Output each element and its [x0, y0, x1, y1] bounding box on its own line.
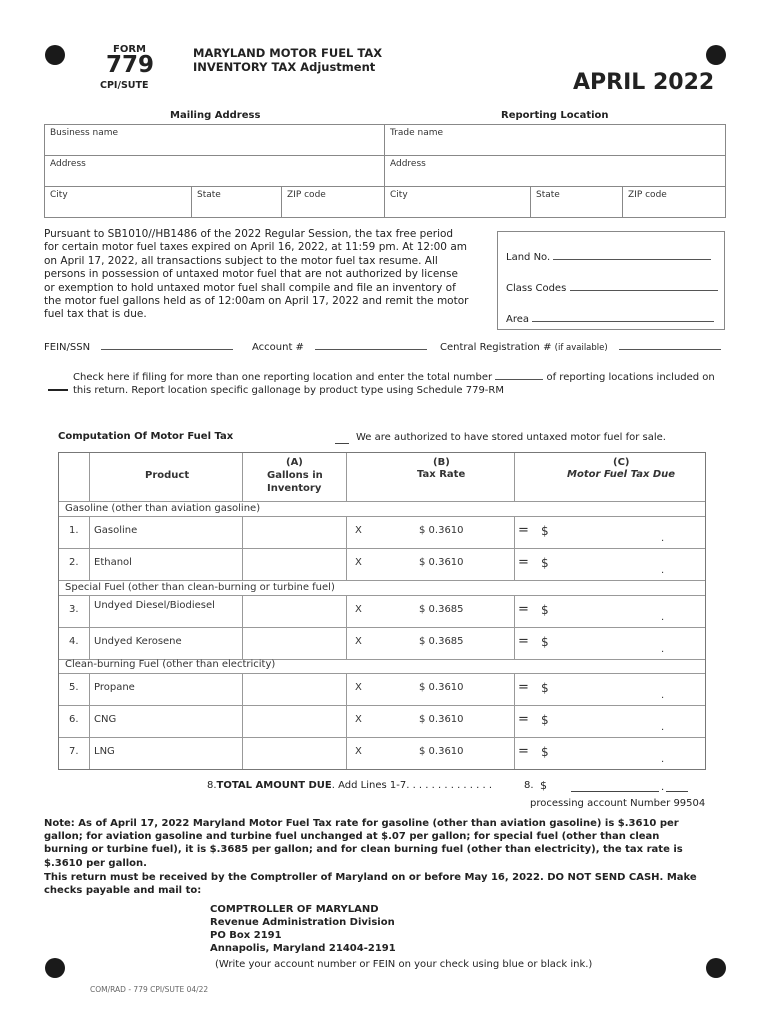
row-number: 6. — [69, 714, 79, 725]
city-label: City — [390, 190, 408, 200]
mailing-address-heading: Mailing Address — [170, 110, 261, 121]
total-amount-field[interactable] — [571, 791, 659, 792]
tax-due-input[interactable] — [554, 517, 704, 547]
total-suffix: . Add Lines 1-7. . . . . . . . . . . . . . — [331, 780, 493, 791]
group-special-fuel: Special Fuel (other than clean-burning or turbine fuel) — [65, 582, 335, 593]
location-count-field[interactable] — [495, 379, 543, 380]
form-title-line2: INVENTORY TAX Adjustment — [193, 60, 376, 74]
tax-due-input[interactable] — [554, 549, 704, 579]
decimal-point: . — [661, 690, 665, 701]
equals-sign: = — [518, 634, 529, 649]
mail-to-line1: COMPTROLLER OF MARYLAND — [210, 904, 379, 915]
class-codes-label: Class Codes — [506, 283, 567, 294]
col-a-letter: (A) — [286, 457, 303, 468]
multiply-sign: X — [355, 682, 362, 693]
dollar-sign: $ — [541, 745, 549, 759]
trade-name-label: Trade name — [390, 128, 444, 138]
intro-paragraph: Pursuant to SB1010//HB1486 of the 2022 Regular Session, the tax free period for certain motor fuel taxes expired on April 16, 2022, at 11:59 pm. At 12:00 am on April 17, 2022, all transactions subject to the motor fuel tax resume. All persons in possession of untaxed motor fuel that are not authorized by license or exemption to hold untaxed motor fuel shall compile and file an inventory of the motor fuel gallons held as of 12:00am on April 17, 2022 and remit the motor fuel tax that is due. — [44, 228, 469, 321]
dollar-sign: $ — [541, 603, 549, 617]
multi-location-text-2: of reporting locations included on — [546, 372, 715, 383]
row-product: Gasoline — [94, 525, 138, 536]
land-no-label: Land No. — [506, 252, 551, 263]
col-c-letter: (C) — [613, 457, 630, 468]
equals-sign: = — [518, 523, 529, 538]
check-note: (Write your account number or FEIN on your check using blue or black ink.) — [215, 959, 593, 970]
dollar-sign: $ — [541, 713, 549, 727]
registration-mark-bottom-left — [45, 958, 65, 978]
mailing-city-field[interactable] — [45, 187, 192, 217]
dollar-sign: $ — [541, 556, 549, 570]
mail-to-line4: Annapolis, Maryland 21404-2191 — [210, 943, 396, 954]
tax-due-input[interactable] — [554, 738, 704, 768]
address-label: Address — [50, 159, 86, 169]
gallons-input[interactable] — [243, 596, 345, 626]
row-number: 7. — [69, 746, 79, 757]
multiply-sign: X — [355, 557, 362, 568]
registration-mark-top-right — [706, 45, 726, 65]
authorized-checkbox[interactable] — [335, 443, 349, 444]
total-line — [207, 780, 492, 791]
zip-label: ZIP code — [287, 190, 326, 200]
row-number: 1. — [69, 525, 79, 536]
receipt-note: This return must be received by the Comptroller of Maryland on or before May 16, 2022. DO NOT SEND CASH. Make checks payable and mail to: — [44, 872, 697, 897]
tax-rate: $ 0.3610 — [419, 714, 464, 725]
form-word: FORM — [113, 44, 146, 55]
equals-sign: = — [518, 712, 529, 727]
area-field[interactable] — [506, 314, 714, 325]
reporting-location-heading: Reporting Location — [501, 110, 609, 121]
total-dollar: $ — [540, 779, 547, 792]
tax-due-input[interactable] — [554, 674, 704, 704]
decimal-point: . — [661, 722, 665, 733]
decimal-point: . — [661, 533, 665, 544]
state-label: State — [536, 190, 560, 200]
multi-location-checkbox[interactable] — [48, 388, 68, 391]
mailing-address-field[interactable] — [45, 156, 385, 187]
central-registration-field[interactable] — [440, 342, 721, 353]
authorized-text: We are authorized to have stored untaxed motor fuel for sale. — [356, 432, 666, 443]
multiply-sign: X — [355, 525, 362, 536]
city-label: City — [50, 190, 68, 200]
multi-location-text — [73, 372, 733, 383]
tax-rate: $ 0.3685 — [419, 636, 464, 647]
processing-account: processing account Number 99504 — [530, 798, 706, 809]
reporting-state-field[interactable] — [531, 187, 623, 217]
registration-mark-bottom-right — [706, 958, 726, 978]
address-table — [44, 124, 726, 218]
form-sub: CPI/SUTE — [100, 80, 149, 91]
tax-due-input[interactable] — [554, 706, 704, 736]
multi-location-text-1: Check here if filing for more than one reporting location and enter the total number — [73, 372, 493, 383]
tax-rate: $ 0.3685 — [419, 604, 464, 615]
multi-location-text-3: this return. Report location specific gallonage by product type using Schedule 779-RM — [73, 385, 504, 396]
account-field[interactable] — [252, 342, 427, 353]
row-product: Ethanol — [94, 557, 132, 568]
col-c-header: Motor Fuel Tax Due — [567, 469, 676, 480]
land-no-field[interactable] — [506, 252, 711, 263]
office-use-box — [497, 231, 725, 330]
mailing-zip-field[interactable] — [282, 187, 385, 217]
total-prefix: 8. — [207, 780, 217, 791]
total-decimal: . — [661, 782, 665, 793]
rate-note: Note: As of April 17, 2022 Maryland Motor Fuel Tax rate for gasoline (other than aviation gasoline) is $.3610 per gallon; for aviation gasoline and turbine fuel unchanged at $.07 per gallon; for special fuel (other than clean burning or turbine fuel), it is $.3685 per gallon; and for clean burning fuel (other than electricity), the tax rate is $.3610 per gallon. — [44, 818, 683, 869]
gallons-input[interactable] — [243, 549, 345, 579]
row-product: Undyed Diesel/Biodiesel — [94, 600, 215, 611]
row-number: 4. — [69, 636, 79, 647]
group-gasoline: Gasoline (other than aviation gasoline) — [65, 503, 261, 514]
row-number: 2. — [69, 557, 79, 568]
dollar-sign: $ — [541, 635, 549, 649]
multiply-sign: X — [355, 714, 362, 725]
total-label: TOTAL AMOUNT DUE — [216, 780, 332, 791]
row-number: 5. — [69, 682, 79, 693]
col-product-header: Product — [145, 470, 190, 481]
total-cents-field[interactable] — [666, 791, 688, 792]
tax-rate: $ 0.3610 — [419, 525, 464, 536]
mailing-state-field[interactable] — [192, 187, 282, 217]
registration-mark-top-left — [45, 45, 65, 65]
tax-due-input[interactable] — [554, 596, 704, 626]
reporting-zip-field[interactable] — [623, 187, 725, 217]
multiply-sign: X — [355, 604, 362, 615]
equals-sign: = — [518, 602, 529, 617]
multiply-sign: X — [355, 636, 362, 647]
period-title: APRIL 2022 — [573, 70, 715, 95]
reporting-address-field[interactable] — [385, 156, 725, 187]
mail-to-line2: Revenue Administration Division — [210, 917, 395, 928]
col-a-line1: Gallons in — [267, 470, 323, 481]
equals-sign: = — [518, 744, 529, 759]
form-number: 779 — [106, 52, 155, 78]
account-label: Account # — [252, 342, 304, 353]
gallons-input[interactable] — [243, 628, 345, 658]
decimal-point: . — [661, 754, 665, 765]
address-label: Address — [390, 159, 426, 169]
computation-heading: Computation Of Motor Fuel Tax — [58, 431, 234, 442]
tax-rate: $ 0.3610 — [419, 746, 464, 757]
central-registration-label: Central Registration # — [440, 342, 552, 353]
col-b-letter: (B) — [433, 457, 450, 468]
multiply-sign: X — [355, 746, 362, 757]
row-product: Undyed Kerosene — [94, 636, 182, 647]
area-label: Area — [506, 314, 530, 325]
gallons-input[interactable] — [243, 517, 345, 547]
business-name-label: Business name — [50, 128, 119, 138]
gallons-input[interactable] — [243, 674, 345, 704]
business-name-field[interactable] — [45, 125, 385, 156]
row-number: 3. — [69, 604, 79, 615]
gallons-input[interactable] — [243, 738, 345, 768]
decimal-point: . — [661, 644, 665, 655]
trade-name-field[interactable] — [385, 125, 725, 156]
decimal-point: . — [661, 612, 665, 623]
mail-to-line3: PO Box 2191 — [210, 930, 282, 941]
col-a-line2: Inventory — [267, 483, 322, 494]
row-product: LNG — [94, 746, 115, 757]
footer-form-id: COM/RAD - 779 CPI/SUTE 04/22 — [90, 985, 209, 994]
equals-sign: = — [518, 555, 529, 570]
row-product: CNG — [94, 714, 117, 725]
fein-field[interactable] — [44, 342, 233, 353]
zip-label: ZIP code — [628, 190, 667, 200]
col-b-header: Tax Rate — [417, 469, 466, 480]
row-product: Propane — [94, 682, 135, 693]
total-line-number: 8. — [524, 780, 534, 791]
form-title-line1: MARYLAND MOTOR FUEL TAX — [193, 46, 383, 60]
group-clean-burning: Clean-burning Fuel (other than electricity) — [65, 659, 276, 670]
dollar-sign: $ — [541, 681, 549, 695]
tax-rate: $ 0.3610 — [419, 682, 464, 693]
state-label: State — [197, 190, 221, 200]
central-registration-note: (if available) — [554, 343, 608, 353]
computation-table — [58, 452, 706, 770]
reporting-city-field[interactable] — [385, 187, 531, 217]
decimal-point: . — [661, 565, 665, 576]
class-codes-field[interactable] — [506, 283, 718, 294]
tax-rate: $ 0.3610 — [419, 557, 464, 568]
fein-label: FEIN/SSN — [44, 342, 91, 353]
tax-due-input[interactable] — [554, 628, 704, 658]
equals-sign: = — [518, 680, 529, 695]
gallons-input[interactable] — [243, 706, 345, 736]
dollar-sign: $ — [541, 524, 549, 538]
